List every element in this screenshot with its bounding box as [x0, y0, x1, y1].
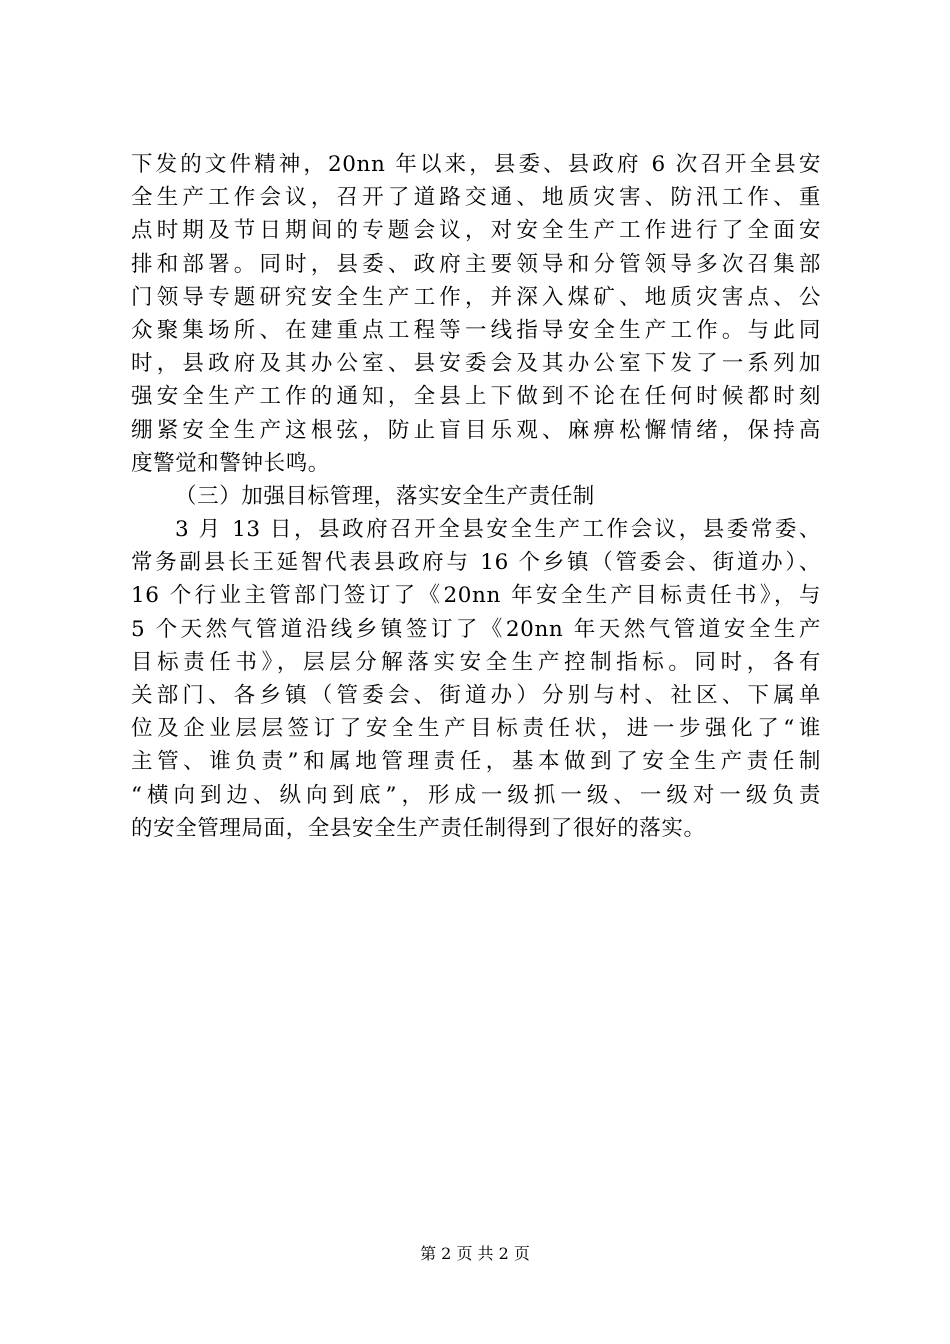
- paragraph-line: 绷紧安全生产这根弦，防止盲目乐观、麻痹松懈情绪，保持高: [131, 417, 821, 443]
- paragraph-line: 度警觉和警钟长鸣。: [131, 450, 330, 476]
- paragraph-line: 时，县政府及其办公室、县安委会及其办公室下发了一系列加: [131, 351, 821, 377]
- paragraph-line: 下发的文件精神，20nn 年以来，县委、县政府 6 次召开全县安: [131, 152, 821, 177]
- paragraph-line: 5 个天然气管道沿线乡镇签订了《20nn 年天然气管道安全生产: [131, 616, 821, 642]
- document-body: [131, 148, 821, 845]
- paragraph-1: [131, 148, 821, 480]
- paragraph-line: “横向到边、纵向到底”，形成一级抓一级、一级对一级负责: [131, 782, 821, 808]
- paragraph-line: 的安全管理局面，全县安全生产责任制得到了很好的落实。: [131, 815, 706, 841]
- paragraph-line: 主管、谁负责”和属地管理责任，基本做到了安全生产责任制: [131, 749, 821, 775]
- page-footer: 第 2 页 共 2 页: [420, 1244, 530, 1263]
- paragraph-line: 位及企业层层签订了安全生产目标责任状，进一步强化了“谁: [131, 716, 821, 742]
- paragraph-2: [131, 513, 821, 845]
- paragraph-line: 门领导专题研究安全生产工作，并深入煤矿、地质灾害点、公: [131, 284, 821, 310]
- paragraph-line: 3 月 13 日，县政府召开全县安全生产工作会议，县委常委、: [175, 517, 821, 543]
- paragraph-line: 目标责任书》，层层分解落实安全生产控制指标。同时，各有: [131, 649, 821, 675]
- paragraph-line: 常务副县长王延智代表县政府与 16 个乡镇（管委会、街道办）、: [131, 550, 821, 576]
- paragraph-line: 强安全生产工作的通知，全县上下做到不论在任何时候都时刻: [131, 384, 821, 410]
- paragraph-line: 排和部署。同时，县委、政府主要领导和分管领导多次召集部: [131, 251, 821, 277]
- paragraph-line: 关部门、各乡镇（管委会、街道办）分别与村、社区、下属单: [131, 683, 821, 708]
- section-heading: （三）加强目标管理，落实安全生产责任制: [175, 483, 595, 509]
- paragraph-line: 全生产工作会议，召开了道路交通、地质灾害、防汛工作、重: [131, 185, 821, 211]
- paragraph-line: 众聚集场所、在建重点工程等一线指导安全生产工作。与此同: [131, 317, 821, 343]
- paragraph-line: 16 个行业主管部门签订了《20nn 年安全生产目标责任书》，与: [131, 583, 821, 609]
- paragraph-line: 点时期及节日期间的专题会议，对安全生产工作进行了全面安: [131, 218, 821, 244]
